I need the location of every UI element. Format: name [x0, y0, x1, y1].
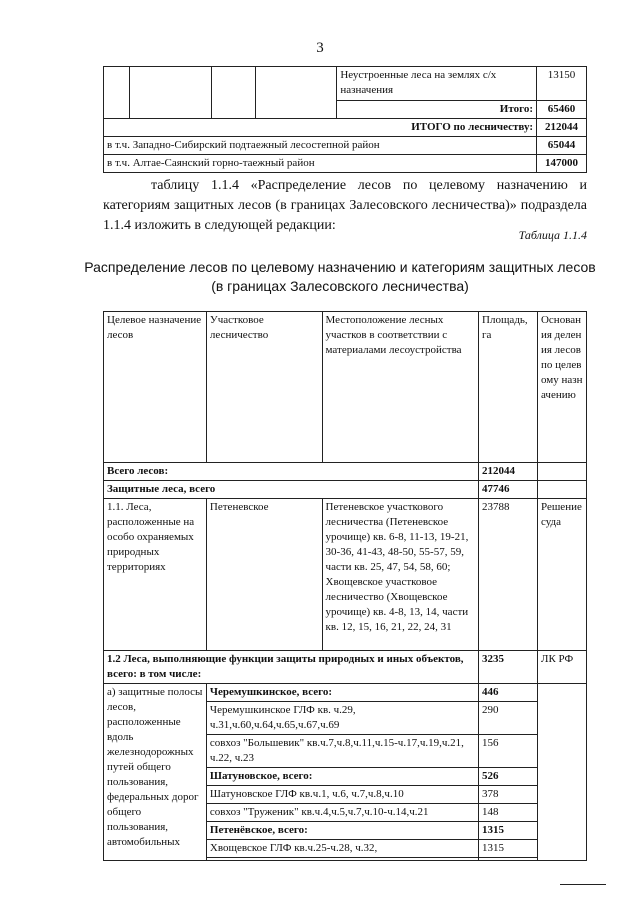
r11-area: 23788	[479, 499, 538, 651]
top-as-val: 147000	[536, 155, 586, 173]
r11-basis: Решение суда	[537, 499, 586, 651]
header-basis: Основания деления лесов по целевому назначению	[537, 312, 586, 463]
top-zs-val: 65044	[536, 137, 586, 155]
amendment-paragraph: таблицу 1.1.4 «Распределение лесов по целевому назначению и категориям защитных лесов (в границах Залесовского лесничества)» подраздела 1.1.4 изложить в следующей редакции:	[103, 178, 587, 233]
shat-val: 526	[479, 768, 538, 786]
pet-row-1-val: 1315	[479, 840, 538, 858]
r11-purpose: 1.1. Леса, расположенные на особо охраняемых природных территориях	[104, 499, 207, 651]
top-as-label: в т.ч. Алтае-Саянский горно-таежный район	[104, 155, 537, 173]
protective-val: 47746	[479, 481, 538, 499]
header-purpose: Целевое назначение лесов	[104, 312, 207, 463]
top-itogo-les-val: 212044	[536, 119, 586, 137]
table-label: Таблица 1.1.4	[518, 228, 587, 242]
r11-location: Петеневское участкового лесничества (Петеневское урочище) кв. 6-8, 11-13, 19-21, 30-36, 41-43, 48-50, 55-57, 59, части кв. 25, 47, 54, 58, 60; Хвощевское участковое лесничество (Хвощевское урочище) кв. 4-8, 13, 14, части кв. 12, 15, 16, 21, 22, 24, 31	[322, 499, 478, 651]
top-row1-val: 13150	[536, 67, 586, 101]
pet-val: 1315	[479, 822, 538, 840]
ra-purpose: а) защитные полосы лесов, расположенные вдоль железнодорожных путей общего пользования, федеральных дорог общего пользования, автомобильных	[104, 684, 207, 861]
cher-val: 446	[479, 684, 538, 702]
cher-row-2: совхоз "Большевик" кв.ч.7,ч.8,ч.11,ч.15-ч.17,ч.19,ч.21, ч.22, ч.23	[206, 735, 478, 768]
cher-row-2-val: 156	[479, 735, 538, 768]
shat-label: Шатуновское, всего:	[206, 768, 478, 786]
shat-row-2: совхоз "Труженик" кв.ч.4,ч.5,ч.7,ч.10-ч.14,ч.21	[206, 804, 478, 822]
main-table	[103, 311, 587, 861]
footer-line	[560, 884, 606, 885]
shat-row-2-val: 148	[479, 804, 538, 822]
total-label: Всего лесов:	[104, 463, 479, 481]
cher-label: Черемушкинское, всего:	[206, 684, 478, 702]
header-district: Участковое лесничество	[206, 312, 322, 463]
top-itogo-val: 65460	[536, 101, 586, 119]
pet-row-1: Хвощевское ГЛФ кв.ч.25-ч.28, ч.32,	[206, 840, 478, 858]
r12-label: 1.2 Леса, выполняющие функции защиты природных и иных объектов, всего: в том числе:	[104, 651, 479, 684]
r11-district: Петеневское	[206, 499, 322, 651]
header-location: Местоположение лесных участков в соответствии с материалами лесоустройства	[322, 312, 478, 463]
top-table	[103, 66, 587, 173]
top-zs-label: в т.ч. Западно-Сибирский подтаежный лесостепной район	[104, 137, 537, 155]
shat-row-1: Шатуновское ГЛФ кв.ч.1, ч.6, ч.7,ч.8,ч.10	[206, 786, 478, 804]
section-title-1: Распределение лесов по целевому назначению и категориям защитных лесов	[84, 259, 596, 275]
shat-row-1-val: 378	[479, 786, 538, 804]
section-title-2: (в границах Залесовского лесничества)	[211, 278, 469, 294]
top-itogo-les-label: ИТОГО по лесничеству:	[104, 119, 537, 137]
r12-basis: ЛК РФ	[537, 651, 586, 684]
top-row1-desc: Неустроенные леса на землях с/х назначения	[337, 67, 537, 101]
cher-row-1-val: 290	[479, 702, 538, 735]
r12-area: 3235	[479, 651, 538, 684]
total-val: 212044	[479, 463, 538, 481]
pet-label: Петенёвское, всего:	[206, 822, 478, 840]
page-number: 3	[316, 40, 324, 56]
top-itogo-label: Итого:	[337, 101, 537, 119]
cher-row-1: Черемушкинское ГЛФ кв. ч.29, ч.31,ч.60,ч.64,ч.65,ч.67,ч.69	[206, 702, 478, 735]
header-area: Площадь, га	[479, 312, 538, 463]
protective-label: Защитные леса, всего	[104, 481, 479, 499]
